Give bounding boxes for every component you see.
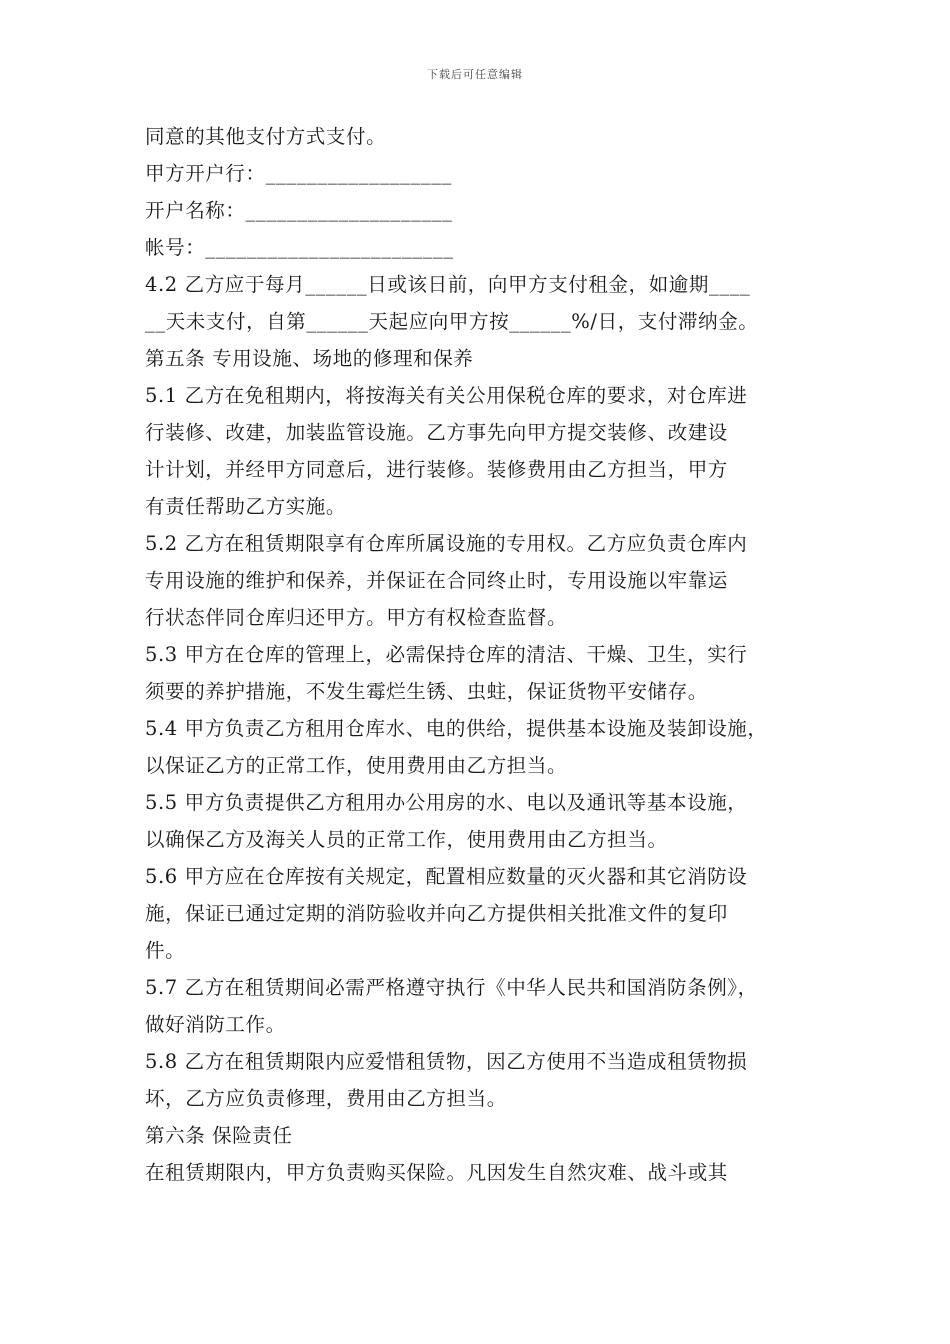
document-body (145, 118, 817, 1191)
text-line: 以确保乙方及海关人员的正常工作，使用费用由乙方担当。 (145, 828, 668, 851)
section-heading: 第五条 专用设施、场地的修理和保养 (145, 347, 474, 370)
text-line: 5.6 甲方应在仓库按有关规定，配置相应数量的灭火器和其它消防设 (145, 865, 748, 888)
text-line: 在租赁期限内，甲方负责购买保险。凡因发生自然灾难、战斗或其 (145, 1161, 728, 1184)
text-line: 行状态伴同仓库归还甲方。甲方有权检查监督。 (145, 606, 568, 629)
text-line: 行装修、改建，加装监管设施。乙方事先向甲方提交装修、改建设 (145, 421, 728, 444)
section-heading: 第六条 保险责任 (145, 1124, 293, 1147)
text-line: 坏，乙方应负责修理，费用由乙方担当。 (145, 1087, 507, 1110)
text-line: 5.4 甲方负责乙方租用仓库水、电的供给，提供基本设施及装卸设施， (145, 717, 768, 740)
text-line: 专用设施的维护和保养，并保证在合同终止时，专用设施以牢靠运 (145, 569, 728, 592)
text-line: 有责任帮助乙方实施。 (145, 495, 347, 518)
text-line: 开户名称：____________________ (145, 199, 453, 222)
page-header: 下载后可任意编辑 (427, 68, 523, 81)
text-line: 5.1 乙方在免租期内，将按海关有关公用保税仓库的要求，对仓库进 (145, 384, 748, 407)
text-line: 须要的养护措施，不发生霉烂生锈、虫蛀，保证货物平安储存。 (145, 680, 708, 703)
text-line: 帐号：________________________ (145, 236, 454, 259)
text-line: 5.7 乙方在租赁期间必需严格遵守执行《中华人民共和国消防条例》， (145, 976, 758, 999)
text-line: 以保证乙方的正常工作，使用费用由乙方担当。 (145, 754, 568, 777)
text-line: __天未支付，自第______天起应向甲方按______%/日，支付滞纳金。 (145, 310, 759, 333)
text-line: 同意的其他支付方式支付。 (145, 125, 387, 148)
text-line: 做好消防工作。 (145, 1013, 286, 1036)
text-line: 件。 (145, 939, 186, 962)
text-line: 计计划，并经甲方同意后，进行装修。装修费用由乙方担当，甲方 (145, 458, 728, 481)
text-line: 5.5 甲方负责提供乙方租用办公用房的水、电以及通讯等基本设施， (145, 791, 748, 814)
text-line: 5.8 乙方在租赁期限内应爱惜租赁物，因乙方使用不当造成租赁物损 (145, 1050, 748, 1073)
text-line: 甲方开户行：__________________ (145, 162, 452, 185)
text-line: 5.3 甲方在仓库的管理上，必需保持仓库的清洁、干燥、卫生，实行 (145, 643, 748, 666)
text-line: 4.2 乙方应于每月______日或该日前，向甲方支付租金，如逾期____ (145, 273, 751, 296)
text-line: 5.2 乙方在租赁期限享有仓库所属设施的专用权。乙方应负责仓库内 (145, 532, 748, 555)
text-line: 施，保证已通过定期的消防验收并向乙方提供相关批准文件的复印 (145, 902, 728, 925)
